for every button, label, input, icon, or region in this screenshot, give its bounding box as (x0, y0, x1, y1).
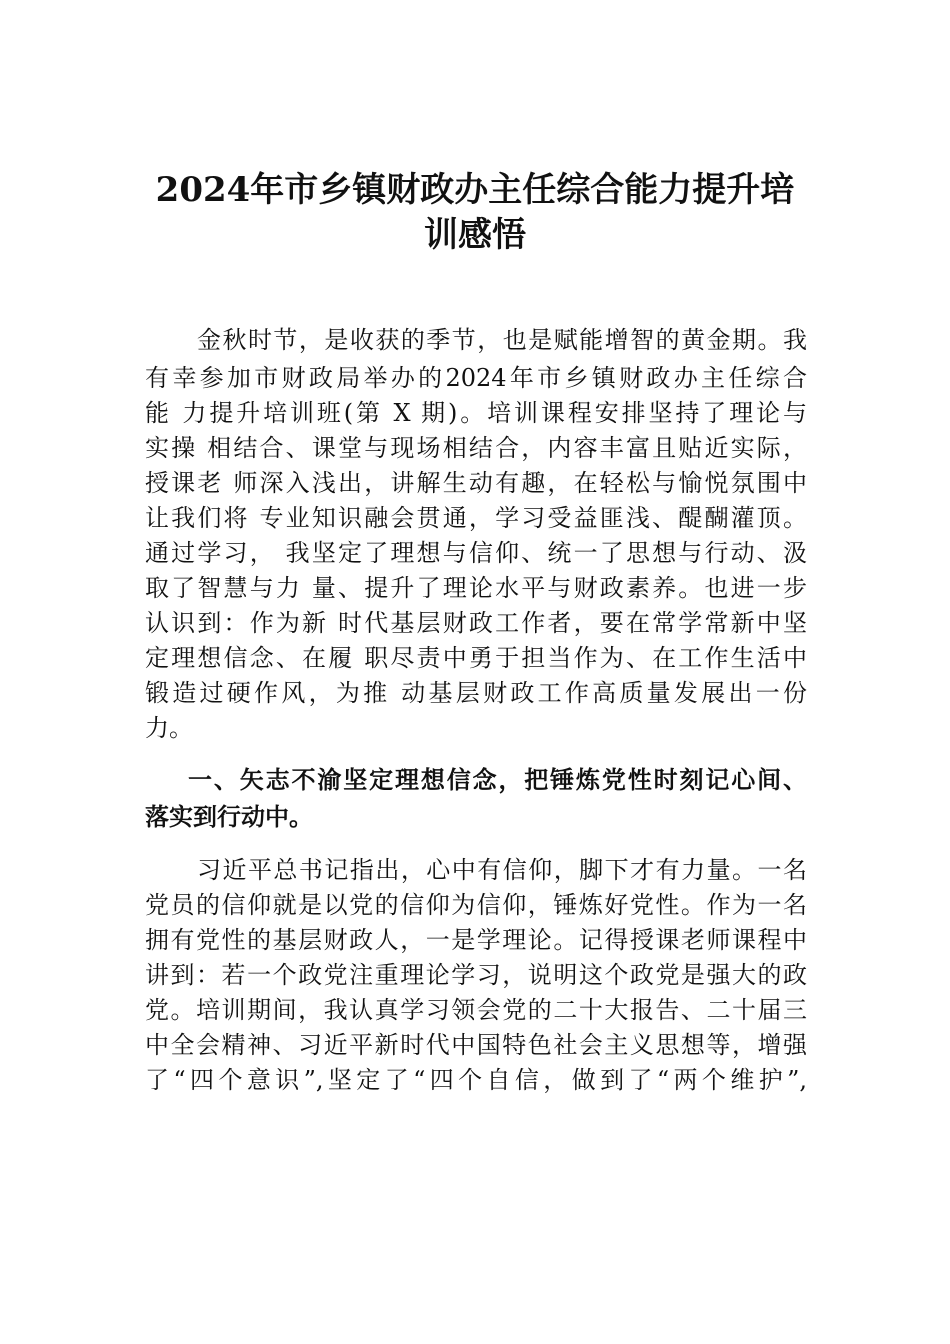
document-title-line-1: 2024年市乡镇财政办主任综合能力提升培 (155, 170, 795, 210)
intro-line-4: 实操 相结合、课堂与现场相结合，内容丰富且贴近实际， (145, 434, 807, 462)
intro-line-2: 有幸参加市财政局举办的2024年市乡镇财政办主任综合 (145, 364, 807, 392)
section-1-line-1: 习近平总书记指出，心中有信仰，脚下才有力量。一名 (197, 856, 807, 884)
intro-line-12: 力。 (145, 714, 193, 742)
section-1-line-5: 党。培训期间，我认真学习领会党的二十大报告、二十届三 (145, 996, 807, 1024)
section-1-heading-line-1: 一、矢志不渝坚定理想信念，把锤炼党性时刻记心间、 (188, 766, 807, 794)
document-title-line-2: 训感悟 (424, 215, 526, 255)
intro-line-10: 定理想信念、在履 职尽责中勇于担当作为、在工作生活中 (145, 644, 807, 672)
intro-line-1: 金秋时节，是收获的季节，也是赋能增智的黄金期。我 (197, 326, 807, 354)
intro-line-6: 让我们将 专业知识融会贯通，学习受益匪浅、醍醐灌顶。 (145, 504, 807, 532)
section-1-line-4: 讲到：若一个政党注重理论学习，说明这个政党是强大的政 (145, 961, 807, 989)
intro-line-7: 通过学习， 我坚定了理想与信仰、统一了思想与行动、汲 (145, 539, 807, 567)
section-1-line-2: 党员的信仰就是以党的信仰为信仰，锤炼好党性。作为一名 (145, 891, 807, 919)
section-1-line-3: 拥有党性的基层财政人，一是学理论。记得授课老师课程中 (145, 926, 807, 954)
intro-line-8: 取了智慧与力 量、提升了理论水平与财政素养。也进一步 (145, 574, 807, 602)
section-1-heading-line-2: 落实到行动中。 (145, 803, 313, 831)
intro-line-9: 认识到：作为新 时代基层财政工作者，要在常学常新中坚 (145, 609, 807, 637)
intro-line-5: 授课老 师深入浅出，讲解生动有趣，在轻松与愉悦氛围中 (145, 469, 807, 497)
intro-line-11: 锻造过硬作风，为推 动基层财政工作高质量发展出一份 (145, 679, 807, 707)
section-1-line-7: 了“四个意识”,坚定了“四个自信，做到了“两个维护”, (145, 1066, 807, 1094)
section-1-line-6: 中全会精神、习近平新时代中国特色社会主义思想等，增强 (145, 1031, 807, 1059)
intro-line-3: 能 力提升培训班(第 X 期)。培训课程安排坚持了理论与 (145, 399, 807, 427)
